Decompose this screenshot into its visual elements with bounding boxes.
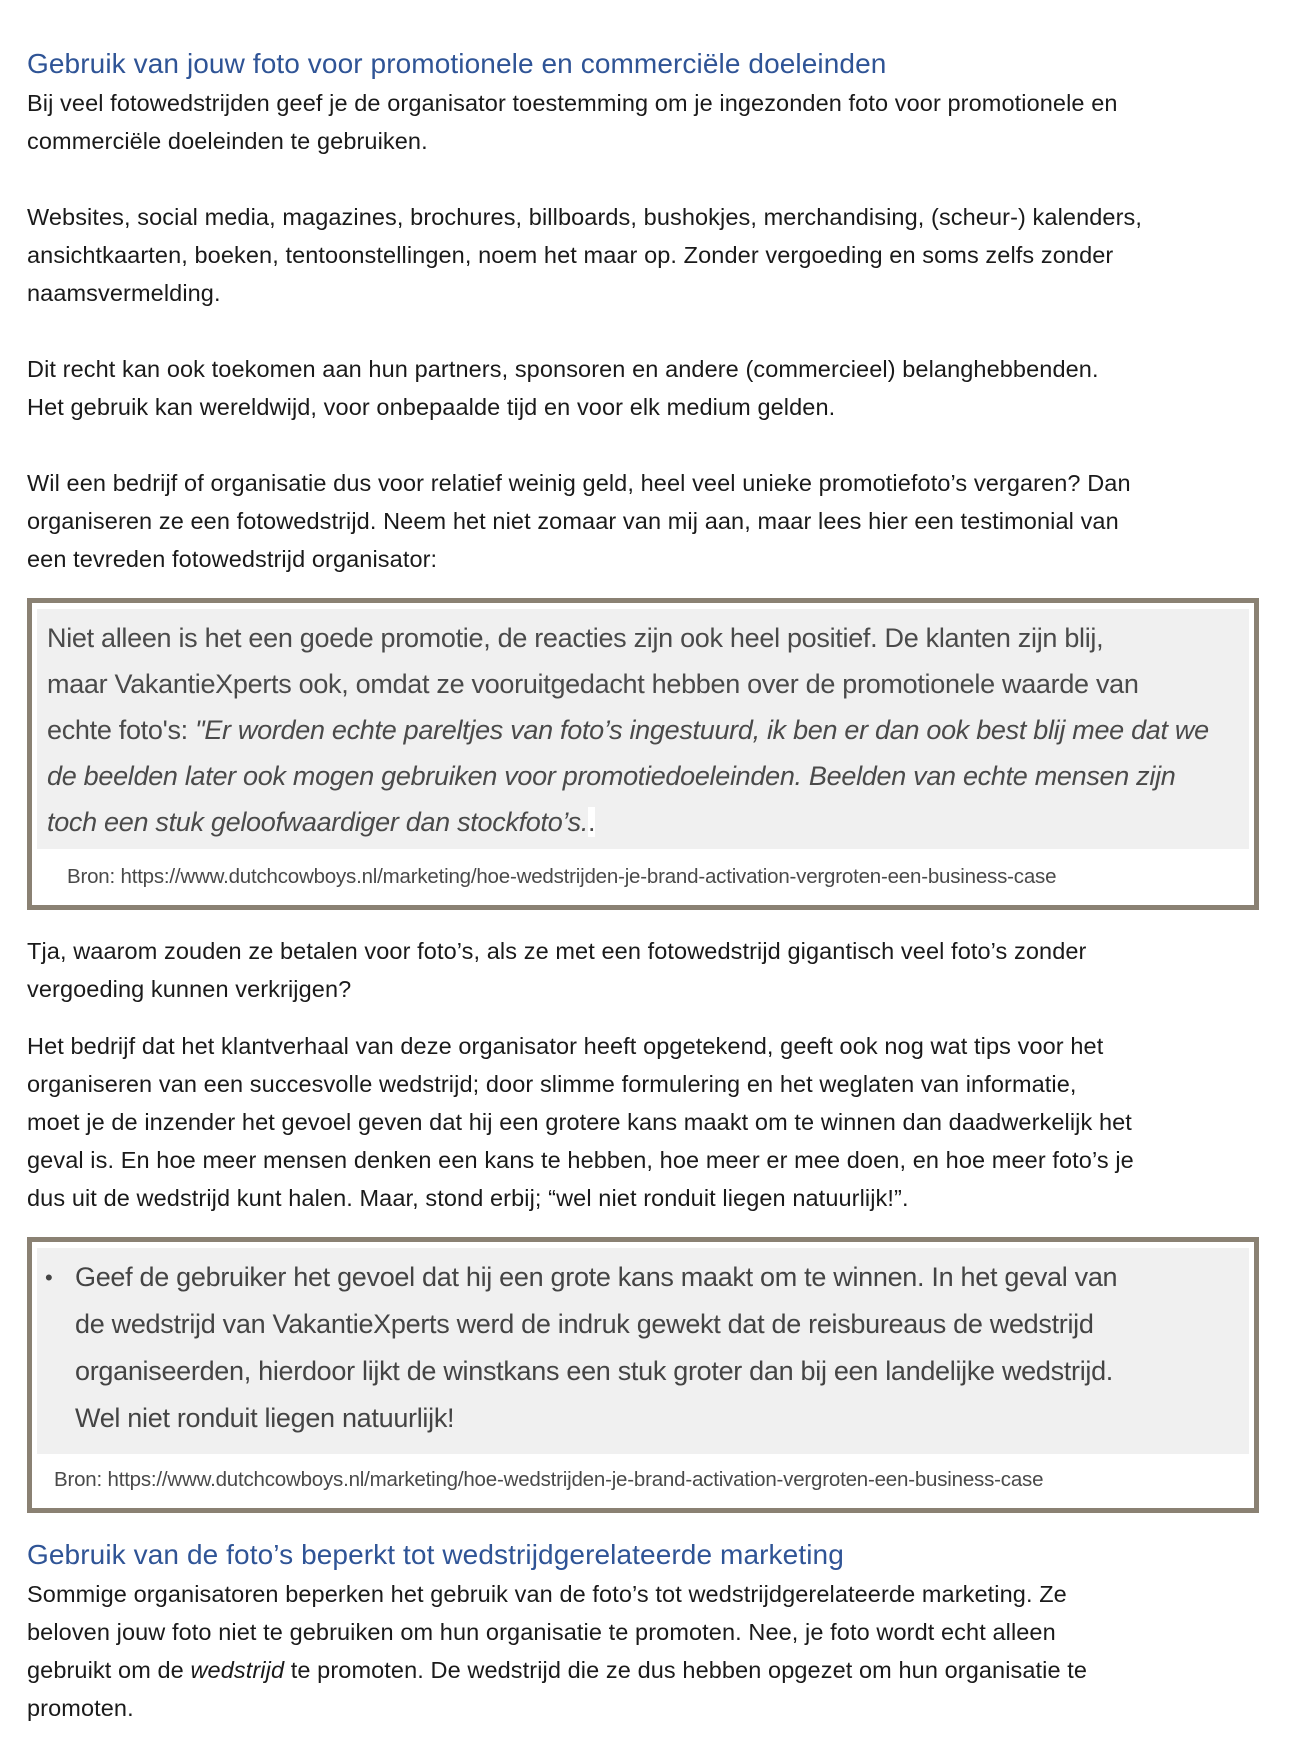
tip-quote-box <box>27 1237 1259 1513</box>
text-line: organiseren van een succesvolle wedstrijd; door slimme formulering en het weglaten van informatie, <box>27 1071 1077 1097</box>
text-line: Wil een bedrijf of organisatie dus voor relatief weinig geld, heel veel unieke promotiefoto’s vergaren? Dan <box>27 470 1131 496</box>
text-line: Het bedrijf dat het klantverhaal van deze organisator heeft opgetekend, geeft ook nog wat tips voor het <box>27 1033 1104 1059</box>
text-line: Websites, social media, magazines, brochures, billboards, bushokjes, merchandising, (scheur-) kalenders, <box>27 204 1142 230</box>
text-line: moet je de inzender het gevoel geven dat hij een grotere kans maakt om te winnen dan daadwerkelijk het <box>27 1109 1132 1135</box>
text-line: gebruikt om de <box>27 1657 191 1683</box>
text-line: Sommige organisatoren beperken het gebruik van de foto’s tot wedstrijdgerelateerde marketing. Ze <box>27 1581 1067 1607</box>
quote-line-italic: toch een stuk geloofwaardiger dan stockfoto’s. <box>47 807 589 837</box>
text-line: geval is. En hoe meer mensen denken een kans te hebben, hoe meer er mee doen, en hoe meer foto’s je <box>27 1147 1134 1173</box>
text-line: vergoeding kunnen verkrijgen? <box>27 976 352 1002</box>
quote-source: Bron: https://www.dutchcowboys.nl/marketing/hoe-wedstrijden-je-brand-activation-vergroten-een-business-case <box>54 1468 1044 1491</box>
quote-line: Wel niet ronduit liegen natuurlijk! <box>75 1403 455 1433</box>
quote-line: Niet alleen is het een goede promotie, de reacties zijn ook heel positief. De klanten zijn blij, <box>47 623 1104 653</box>
text-line: Dit recht kan ook toekomen aan hun partners, sponsoren en andere (commercieel) belanghebbenden. <box>27 356 1099 382</box>
quote-line-tail: . <box>588 807 596 837</box>
paragraph-media-list <box>27 198 1275 312</box>
paragraph-rights-partners <box>27 350 1275 426</box>
text-line: Het gebruik kan wereldwijd, voor onbepaalde tijd en voor elk medium gelden. <box>27 394 836 420</box>
paragraph-tips <box>27 1027 1275 1217</box>
section-heading-contest-marketing: Gebruik van de foto’s beperkt tot wedstrijdgerelateerde marketing <box>27 1539 844 1570</box>
text-line: te promoten. De wedstrijd die ze dus hebben opgezet om hun organisatie te <box>284 1657 1088 1683</box>
quote-line: de wedstrijd van VakantieXperts werd de indruk gewekt dat de reisbureaus de wedstrijd <box>75 1309 1094 1339</box>
emphasis-text: wedstrijd <box>190 1657 285 1683</box>
text-line: Bij veel fotowedstrijden geef je de organisator toestemming om je ingezonden foto voor promotionele en <box>27 90 1118 116</box>
document-page <box>27 44 1275 1727</box>
quote-line: Geef de gebruiker het gevoel dat hij een grote kans maakt om te winnen. In het geval van <box>75 1262 1118 1292</box>
testimonial-quote-box <box>27 598 1259 910</box>
tip-text-block <box>75 1254 1117 1442</box>
bullet-icon: • <box>45 1265 53 1290</box>
text-line: promoten. <box>27 1695 134 1721</box>
quote-line: maar VakantieXperts ook, omdat ze vooruitgedacht hebben over de promotionele waarde van <box>47 669 1139 699</box>
paragraph-permission <box>27 84 1275 160</box>
quote-source: Bron: https://www.dutchcowboys.nl/marketing/hoe-wedstrijden-je-brand-activation-vergroten-een-business-case <box>67 865 1057 888</box>
quote-line-italic: "Er worden echte pareltjes van foto’s ingestuurd, ik ben er dan ook best blij mee dat we <box>195 715 1209 745</box>
text-line: ansichtkaarten, boeken, tentoonstellingen, noem het maar op. Zonder vergoeding en soms zelfs zonder <box>27 242 1114 268</box>
testimonial-quote-text <box>37 609 1249 849</box>
quote-line-italic: de beelden later ook mogen gebruiken voor promotiedoeleinden. Beelden van echte mensen zijn <box>47 761 1176 791</box>
text-line: Tja, waarom zouden ze betalen voor foto’s, als ze met een fotowedstrijd gigantisch veel foto’s zonder <box>27 938 1087 964</box>
quote-line: organiseerden, hierdoor lijkt de winstkans een stuk groter dan bij een landelijke wedstrijd. <box>75 1356 1114 1386</box>
quote-line: echte foto's: <box>47 715 196 745</box>
text-line: naamsvermelding. <box>27 280 221 306</box>
text-line: dus uit de wedstrijd kunt halen. Maar, stond erbij; “wel niet ronduit liegen natuurlijk!”. <box>27 1185 909 1211</box>
text-line: een tevreden fotowedstrijd organisator: <box>27 546 438 572</box>
text-line: organiseren ze een fotowedstrijd. Neem het niet zomaar van mij aan, maar lees hier een testimonial van <box>27 508 1119 534</box>
text-line: beloven jouw foto niet te gebruiken om hun organisatie te promoten. Nee, je foto wordt echt alleen <box>27 1619 1056 1645</box>
text-line: commerciële doeleinden te gebruiken. <box>27 128 428 154</box>
paragraph-contest-marketing <box>27 1575 1275 1727</box>
section-heading-promotional-use: Gebruik van jouw foto voor promotionele en commerciële doeleinden <box>27 48 887 79</box>
paragraph-why-pay <box>27 932 1275 1008</box>
paragraph-testimonial-intro <box>27 464 1275 578</box>
tip-quote-text <box>37 1248 1249 1454</box>
